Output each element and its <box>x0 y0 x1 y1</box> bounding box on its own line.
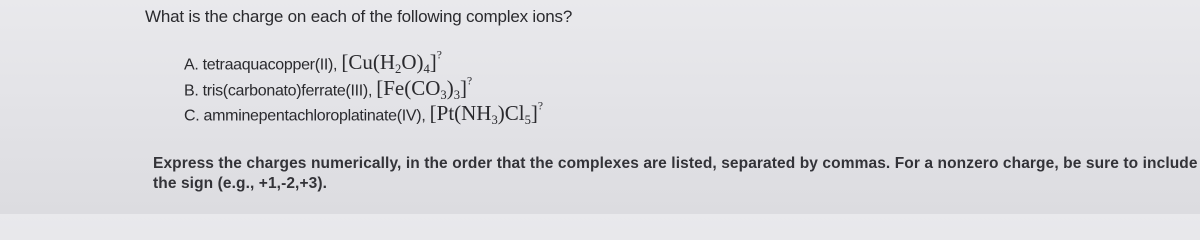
charge-placeholder: ? <box>436 50 442 62</box>
complex-name: A. tetraaquacopper(II), <box>184 56 338 74</box>
complex-name: C. amminepentachloroplatinate(IV), <box>184 107 426 125</box>
complex-name: B. tris(carbonato)ferrate(III), <box>184 82 373 100</box>
complex-formula: $[Cu(H_2O)_4]^?$ <box>341 50 442 77</box>
complex-item-c <box>184 101 543 128</box>
instructions-text: Express the charges numerically, in the order that the complexes are listed, separated by commas. For a nonzero charge, be sure to include the sign (e.g., +1,-2,+3). <box>153 155 1198 192</box>
charge-placeholder: ? <box>537 101 544 113</box>
complex-formula: $[Pt(NH_3)Cl_5]^?$ <box>429 101 544 128</box>
complex-item-b <box>184 76 472 103</box>
complex-item-a <box>184 50 442 77</box>
charge-placeholder: ? <box>467 76 473 88</box>
question-text: What is the charge on each of the following complex ions? <box>145 7 573 26</box>
complex-formula: $[Fe(CO_3)_3]^?$ <box>376 76 473 103</box>
